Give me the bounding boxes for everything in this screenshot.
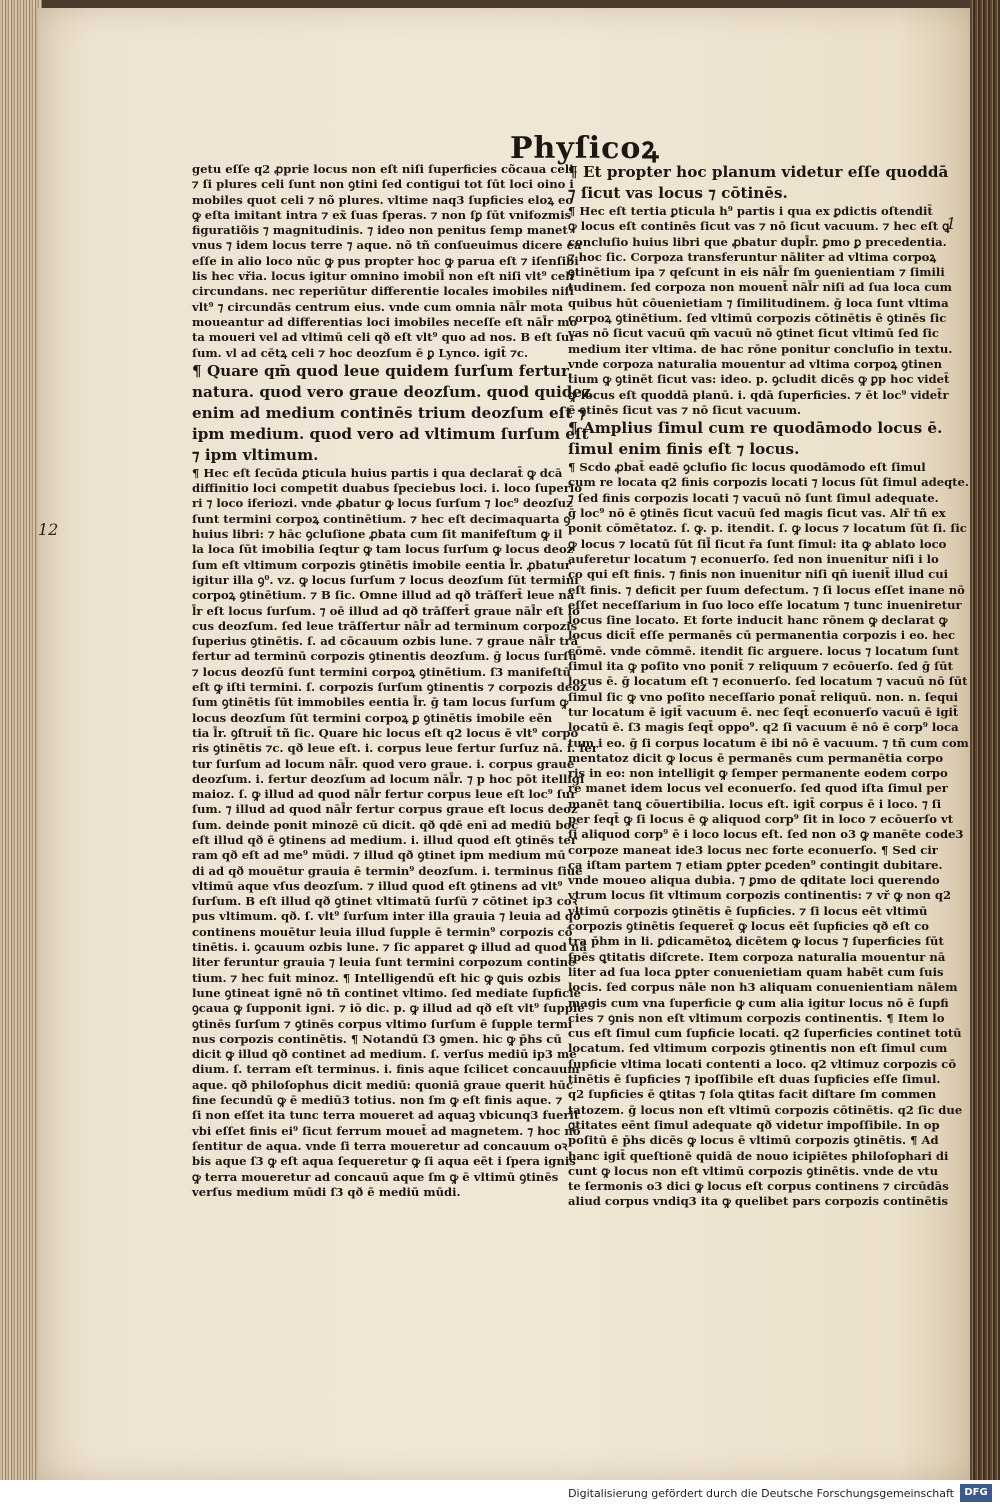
text-line: ¶ Amplius ſimul cum re quodāmodo locus ē.	[568, 419, 943, 438]
text-line: vltimū corpozis ꝯtinētis ē ſupficies. ⁊ ſi locus eēt vltimū	[568, 903, 928, 918]
text-line: la loca ſūt imobilia ſeqtur ꝙ tam locus ſurſum ꝙ locus deoz	[192, 542, 574, 557]
text-line: ta moueri vel ad vltimū celi qð eſt vlt⁹ quo ad nos. B eſt ſur	[192, 330, 576, 345]
text-line: magis cum vna ſuperficie ꝙ cum alia igitur locus nō ē ſupfi	[568, 995, 949, 1010]
text-line: locus ē. ḡ locatum eſt ⁊ econuerſo. ſed locatum ⁊ vacuū nō ſūt	[568, 674, 968, 689]
text-line: ¶ Hec eſt ſecūda ꝑticula huius partis i qua declarat̄ ꝙ dcā	[192, 465, 563, 480]
text-line: ⁊ ipm vltimum.	[192, 445, 319, 464]
text-line: ē ꝯtinēs ſicut vas ⁊ nō ſicut vacuum.	[568, 402, 802, 417]
text-line: vtrum locus ſit vltimum corpozis continentis: ⁊ vř ꝙ non q2	[568, 888, 952, 903]
text-line: ꝯtinēs ſurſum ⁊ ꝯtinēs corpus vltimo ſurſum ē ſupple termi	[192, 1016, 573, 1031]
text-line: diffinitio loci competit duabus ſpeciebus loci. i. loco ſuperio	[192, 481, 582, 496]
text-line: ſum ꝯtinētis ſūt immobiles eentia l̄r. ḡ tam locus ſurſum ꝙ	[192, 695, 569, 710]
text-line: verſus medium mūdi ſ3 qð ē mediū mūdi.	[192, 1184, 461, 1199]
text-line: ¶ Et propter hoc planum videtur eſſe quoddā	[568, 163, 949, 181]
text-line: liter feruntur grauia ⁊ leuia ſunt termini corpozum continē	[192, 955, 576, 970]
text-line: corpoze maneat ide3 locus nec forte econuerſo. ¶ Sed cir	[568, 842, 938, 857]
text-line: ſimul enim finis eſt ⁊ locus.	[568, 440, 800, 459]
text-line: cies ⁊ ꝯnis non eſt vltimum corpozis continentis. ¶ Item lo	[568, 1010, 945, 1025]
text-line: per ſeqt̄ ꝙ ſi locus ē ꝙ aliquod corp⁹ ſit in loco ⁊ ecōuerſo vt	[568, 811, 954, 826]
text-line: ſpēs ꝗtitatis diſcrete. Item corpoza naturalia mouentur nā	[568, 949, 946, 964]
text-line: ſurſum. B eſt illud qð ꝯtinet vltimatū ſurſū ⁊ cōtinet ip3 coꝛ	[192, 894, 578, 909]
text-line: l̄r eſt locus ſurſum. ⁊ oē illud ad qð trāſfert̄ graue nāl̄r eſt lo	[192, 603, 580, 618]
text-line: tur ſurſum ad locum nāl̄r. quod vero graue. i. corpus graue	[192, 756, 575, 771]
text-line: corpozis ꝯtinētis ſequeret̄ ꝙ locus eēt ſupficies qð eſt co	[568, 919, 929, 934]
text-line: ſupficie vltima locati contenti a loco. q2 vltimuz corpozis cō	[568, 1056, 957, 1071]
text-line: lis hec vřia. locus igitur omnino imobil̄ non eſt niſi vlt⁹ celi	[192, 269, 575, 284]
text-line: cōmē. vnde cōmmē. itendit ſic arguere. locus ⁊ locatum ſunt	[568, 643, 960, 658]
text-line: vbi eſſet finis ei⁹ ſicut ferrum mouet̄ ad magnetem. ⁊ hoc nō	[192, 1123, 581, 1138]
text-line: ſentitur de aqua. vnde ſi terra moueretur ad concauum oꝛ	[192, 1138, 568, 1153]
text-line: ipm medium. quod vero ad vltimum ſurſum eſt	[192, 424, 589, 443]
text-line: tatozem. ḡ locus non eſt vltimū corpozis cōtinētis. q2 ſic due	[568, 1102, 963, 1117]
text-line: locus dicit̄ eſſe permanēs cū permanentia corpozis i eo. hec	[568, 628, 956, 643]
text-line: vnde corpoza naturalia mouentur ad vltima corpoꝝ ꝯtinen	[568, 356, 943, 371]
text-line: eſſe in alio loco nūc ꝙ pus propter hoc ꝙ parua eſt ⁊ iſenſibi	[192, 253, 579, 268]
text-line: locatū ē. ſ3 magis ſeqt̄ oppo⁹. q2 ſi vacuum ē nō ē corp⁹ loca	[568, 720, 959, 735]
text-line: tia l̄r. ꝯſtruit̄ tñ ſic. Quare hic locus eſt q2 locus ē vlt⁹ corpo	[192, 725, 579, 740]
text-line: ⁊ ſicut vas locus ⁊ cōtinēs.	[568, 184, 788, 202]
text-line: tium ꝙ ꝯtinēt ſicut vas: ideo. p. ꝯcludit dicēs ꝙ ꝑp hoc videt̄	[568, 372, 950, 387]
text-line: ponit cōmētatoz. ſ. ꝙ. p. itendit. ſ. ꝙ locus ⁊ locatum ſūt ſi. ſic	[568, 521, 967, 536]
text-line: cunt ꝙ locus non eſt vltimū corpozis ꝯtinētis. vnde de vtu	[568, 1163, 939, 1178]
text-line: getu eſſe q2 ꝓprie locus non eſt niſi ſuperficies cõcaua celi.	[192, 162, 578, 176]
text-line: natura. quod vero graue deozſum. quod quidez	[192, 382, 591, 401]
text-line: igitur illa ꝯ⁰. vz. ꝙ locus ſurſum ⁊ locus deozſum ſūt termini	[192, 572, 579, 587]
dfg-logo: DFG	[960, 1484, 992, 1502]
text-line: dicit ꝙ illud qð continet ad medium. ſ. verſus mediū ip3 me	[192, 1047, 577, 1062]
text-line: ſum eſt vltimum corpozis ꝯtinētis imobile eentia l̄r. ꝓbatur	[192, 557, 571, 572]
footer-bar	[0, 1480, 1000, 1508]
text-line: deozſum. i. fertur deozſum ad locum nāl̄r. ⁊ p hoc pōt itelligi	[192, 771, 585, 786]
text-line: huius libri: ⁊ hāc ꝯcluſione ꝓbata cum ſit manifeſtum ꝙ il	[192, 527, 563, 542]
text-line: ꝯcaua ꝙ ſupponit igni. ⁊ iō dic. p. ꝙ illud ad qð eſt vlt⁹ ſupple	[192, 1001, 585, 1016]
text-line: vnde moueo aliqua dubia. ⁊ ꝑmo de qditate loci querendo	[568, 873, 940, 888]
text-line: ꝯtinētium ipa ⁊ qeſcunt in eis nāl̄r ſm ꝯuenientiam ⁊ ſimili	[568, 265, 945, 280]
text-line: locus deozſum ſūt termini corpoꝝ ꝑ ꝯtinētis imobile eēn	[192, 710, 553, 725]
text-line: corpoꝝ ꝯtinētium. ſed vltimū corpozis cōtinētis ē ꝯtinēs ſic	[568, 311, 947, 326]
text-line: cus eſt ſimul cum ſupficie locati. q2 ſuperficies continet totū	[568, 1026, 962, 1041]
text-line: figuratiõis ⁊ magnitudinis. ⁊ ideo non penitus ſemp manet	[192, 223, 568, 238]
text-line: aliud corpus vndiq3 ita ꝙ quelibet pars corpozis continētis	[568, 1194, 949, 1209]
text-line: ¶ Scdo ꝓbat̄ eadē ꝯcluſio ſic locus quodāmodo eſt ſimul	[568, 460, 926, 475]
text-line: dium. ſ. terram eſt terminus. i. finis aque ſcilicet concauum	[192, 1062, 580, 1077]
text-line: lune ꝯtineat ignē nō tñ continet vltimo. ſed mediate ſupficie	[192, 985, 582, 1000]
text-line: ſimul ita ꝙ poſito vno ponit̄ ⁊ reliquum ⁊ ecōuerſo. ſed ḡ ſūt	[568, 659, 953, 674]
text-line: co qui eſt finis. ⁊ finis non inuenitur niſi qn̄ iuenit̄ illud cui	[568, 567, 949, 582]
book-left-page-edges	[0, 0, 42, 1480]
text-line: ḡ loc⁹ nō ē ꝯtinēs ſicut vacuū ſed magis ſicut vas. Alr̄ tñ ex	[568, 506, 946, 521]
left-margin-note: 12	[38, 520, 59, 539]
text-line: ſunt termini corpoꝝ continētium. ⁊ hec eſt decimaquarta ꝯ	[192, 511, 571, 526]
text-line: ri ⁊ loco iferiozi. vnde ꝓbatur ꝙ locus ſurſum ⁊ loc⁹ deozſuz	[192, 496, 573, 511]
text-line: poſitū ē p̄hs dicēs ꝙ locus ē vltimū corpozis ꝯtinētis. ¶ Ad	[568, 1133, 939, 1148]
text-line: ⁊ hoc ſic. Corpoza transferuntur nāliter ad vltima corpoꝝ	[568, 249, 937, 264]
text-line: medium iter vltima. de hac rōne ponitur concluſio in textu.	[568, 341, 953, 356]
text-line: te ſermonis o3 dici ꝙ locus eſt corpus continens ⁊ circūdās	[568, 1179, 949, 1194]
text-line: ris in eo: non intelligit ꝙ ſemper permanente eodem corpo	[568, 766, 948, 781]
text-line: hanc igit̄ queſtionē quidā de nouo icipiētes philoſophari di	[568, 1148, 949, 1163]
right-margin-note: 1	[946, 214, 957, 233]
text-line: ſi non eſſet ita tunc terra moueret ad aquaꝫ vbicunq3 fuerit	[192, 1108, 580, 1123]
text-line: ꝗtitates eēnt ſimul adequate qð videtur impoſſibile. In op	[568, 1117, 940, 1132]
text-line: continens mouētur leuia illud ſupple ē termin⁹ corpozis cō	[192, 924, 573, 939]
text-line: ꝙ locus eſt quoddā planū. i. qdā ſuperficies. ⁊ ēt loc⁹ videt̄r	[568, 387, 949, 402]
text-line: ⁊ ſi plures celi ſunt non ꝯtini ſed contigui tot ſūt loci oino i	[192, 177, 574, 192]
text-line: ſum. deinde ponit minozē cū dicit. qð qdē enī ad mediū boc	[192, 817, 579, 832]
text-line: tinētis. i. ꝯcauum ozbis lune. ⁊ ſic apparet ꝙ illud ad quod nā	[192, 940, 587, 955]
text-line: mentatoz dicit ꝙ locus ē permanēs cum permanētia corpo	[568, 750, 944, 765]
text-line: eſt illud qð ē ꝯtinens ad medium. i. illud quod eſt ꝯtinēs ter	[192, 832, 577, 847]
text-line: vnus ⁊ idem locus terre ⁊ aque. nõ tñ conſueuimus dicere ea	[192, 238, 582, 253]
text-line: tum i eo. ḡ ſi corpus locatum ē ibi nō ē vacuum. ⁊ tñ cum com	[568, 735, 969, 750]
text-line: q2 ſupficies ē ꝗtitas ⁊ ſola ꝗtitas facit diſtare ſm commen	[568, 1087, 937, 1102]
text-line: moueantur ad differentias loci imobiles neceſſe eſt nāl̄r mo	[192, 314, 578, 329]
text-line: tra p̄hm in li. ꝑdicamētoꝝ dicētem ꝙ locus ⁊ ſuperficies ſūt	[568, 934, 944, 949]
text-line: fertur ad terminū corpozis ꝯtinentis deozſum. ḡ locus ſurſū	[192, 649, 577, 664]
text-line: di ad qð mouētur grauia ē termin⁹ deozſum. i. terminus ſiue	[192, 863, 583, 878]
text-line: tium. ⁊ hec fuit minoz. ¶ Intelligendū eſt hic ꝙ ꝗuis ozbis	[192, 970, 561, 985]
text-column-right	[568, 162, 969, 1222]
text-line: fine ſecundū ꝙ ē mediū3 totius. non ſm ꝙ eſt finis aque. ⁊	[192, 1093, 563, 1108]
text-line: aque. qð philoſophus dicit mediū: quoniā graue querit hūc	[192, 1077, 573, 1092]
text-line: eſt finis. ⁊ deficit per ſuum defectum. ⁊ ſi locus eſſet inane nō	[568, 582, 965, 597]
text-line: ⁊ locus deozſū ſunt termini corpoꝝ ꝯtinētium. ſ3 manifeſtū	[192, 664, 571, 679]
text-line: cus deozſum. ſed leue trāſfertur nāl̄r ad terminum corpozis	[192, 618, 578, 633]
text-line: ꝙ locus ⁊ locatū ſūt ſil̄ ſicut r̄a ſunt ſimul: ita ꝙ ablato loco	[568, 536, 947, 551]
text-line: ca iſtam partem ⁊ etiam ꝑpter ꝑceden⁹ contingit dubitare.	[568, 857, 943, 872]
text-line: liter ad ſua loca ꝑpter conuenietiam quam habēt cum ſuis	[568, 964, 944, 979]
text-line: locatum. ſed vltimum corpozis ꝯtinentis non eſt ſimul cum	[568, 1041, 948, 1056]
text-line: eſſet neceſſarium in ſuo loco eſſe locatum ⁊ tunc inueniretur	[568, 597, 962, 612]
text-line: ¶ Hec eſt tertia ꝑticula h⁹ partis i qua ex ꝑdictis oſtendit̄	[568, 204, 933, 218]
text-line: bis aque ſ3 ꝙ eſt aqua ſequeretur ꝙ ſi aqua eēt i ſpera ignis	[192, 1154, 576, 1169]
text-line: nus corpozis continētis. ¶ Notandū ſ3 ꝯmen. hic ꝙ p̄hs cū	[192, 1031, 562, 1046]
text-line: auferetur locatum ⁊ econuerſo. ſed non inuenitur niſi i lo	[568, 551, 939, 566]
text-line: concluſio huius libri que ꝓbatur dupl̄r. ꝑmo ꝑ precedentia.	[568, 234, 947, 249]
text-line: tur locatum ē igit̄ vacuum ē. nec ſeqt̄ econuerſo vacuū ē igit̄	[568, 704, 959, 719]
text-line: re manet idem locus vel econuerſo. ſed quod iſta ſimul per	[568, 781, 948, 796]
text-line: ſi aliquod corp⁹ ē i loco locus eſt. ſed non o3 ꝙ manēte code3	[568, 827, 964, 842]
text-line: cum re locata q2 finis corpozis locati ⁊ locus ſūt ſimul adeqte.	[568, 475, 969, 490]
text-line: enim ad medium continēs trium deozſum eſt ⁊	[192, 403, 586, 422]
book-right-page-edges	[970, 0, 1000, 1480]
text-line: ꝙ terra moueretur ad concauū aque ſm ꝙ ē vltimū ꝯtinēs	[192, 1169, 559, 1184]
footer-credit: Digitalisierung gefördert durch die Deutsche Forschungsgemeinschaft	[568, 1487, 954, 1500]
text-line: ⁊ ſed finis corpozis locati ⁊ vacuū nō ſunt ſimul adequate.	[568, 490, 939, 505]
running-title: Phyſicoꝝ	[510, 131, 660, 166]
text-line: circundans. nec reperiūtur differentie locales imobiles niſi	[192, 284, 574, 299]
text-line: ¶ Quare qm̄ quod leue quidem ſurſum fertur.	[192, 361, 573, 380]
text-line: ſum. vl ad cētꝝ celi ⁊ hoc deozſum ē ꝑ Lynco. igit̄ ⁊c.	[192, 345, 529, 360]
text-line: corpoꝝ ꝯtinētium. ⁊ B ſic. Omne illud ad qð trāſfert̄ leue nā	[192, 588, 575, 603]
text-line: ꝙ eſta imitant intra ⁊ ex̄ ſuas ſperas. ⁊ non ſꝑ ſūt vnifozmis	[192, 207, 572, 222]
text-line: ris ꝯtinētis ⁊c. qð leue eſt. i. corpus leue fertur ſurſuz nā. i. fer	[192, 741, 598, 756]
text-line: quibus hūt cōuenietiam ⁊ ſimilitudinem. ḡ loca ſunt vltima	[568, 295, 949, 310]
text-line: vltimū aque vſus deozſum. ⁊ illud quod eſt ꝯtinens ad vlt⁹	[192, 878, 563, 893]
text-line: eſt ꝙ iſti termini. ſ. corpozis ſurſum ꝯtinentis ⁊ corpozis deoz	[192, 680, 587, 695]
text-line: maioz. ſ. ꝙ illud ad quod nāl̄r fertur corpus leue eſt loc⁹ ſur	[192, 787, 577, 802]
text-line: vlt⁹ ⁊ circundās centrum eius. vnde cum omnia nāl̄r mota	[192, 299, 564, 314]
text-line: ſimul ſic ꝙ vno poſito neceſſario ponat̄ reliquū. non. n. ſequi	[568, 689, 959, 704]
text-line: tudinem. ſed corpoza non mouent̄ nāl̄r niſi ad ſua loca cum	[568, 280, 952, 295]
text-line: ſum. ⁊ illud ad quod nāl̄r fertur corpus graue eſt locus deoz	[192, 802, 578, 817]
text-line: ꝙ locus eſt continēs ſicut vas ⁊ nō ſicut vacuum. ⁊ hec eſt ꝗ	[568, 219, 950, 234]
text-line: vas nō ſicut vacuū qm̄ vacuū nō ꝯtinet ſicut vltimū ſed ſic	[568, 326, 939, 341]
text-line: locus ſine locato. Et forte inducit hanc rōnem ꝙ declarat ꝙ	[568, 613, 948, 628]
text-line: ram qð eſt ad me⁹ mūdi. ⁊ illud qð ꝯtinet ipm medium mū	[192, 848, 566, 863]
text-line: ſuperius ꝯtinētis. ſ. ad cōcauum ozbis lune. ⁊ graue nāl̄r trā	[192, 634, 579, 649]
text-line: pus vltimum. qð. ſ. vlt⁹ ſurſum inter illa grauia ⁊ leuia ad qð	[192, 909, 581, 924]
text-line: mobiles quot celi ⁊ nõ plures. vltime naq3 ſupficies eloꝝ eo	[192, 192, 574, 207]
text-line: manēt tanꝗ cōuertibilia. locus eſt. igit̄ corpus ē i loco. ⁊ ſi	[568, 796, 942, 811]
text-line: tinētis ē ſupficies ⁊ ipoſſibile eſt duas ſupficies eſſe ſimul.	[568, 1072, 941, 1087]
text-line: locis. ſed corpus nāle non h3 aliquam conuenientiam nālem	[568, 980, 958, 995]
text-column-left	[192, 162, 598, 1247]
